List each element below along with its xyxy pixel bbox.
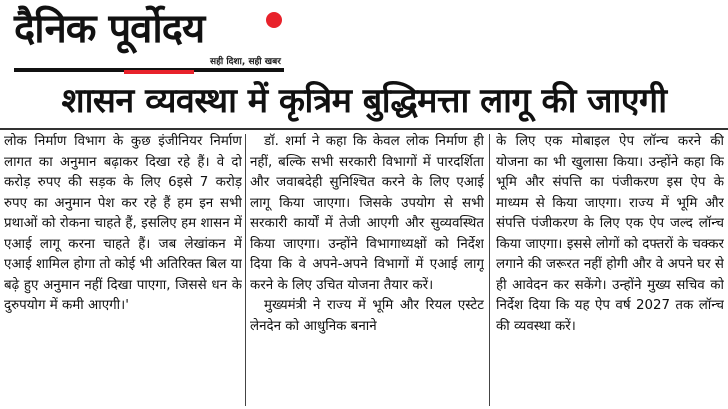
logo-red-dot — [266, 12, 282, 28]
column-3-paragraph-1: के लिए एक मोबाइल ऐप लॉन्च करने की योजना का भी खुलासा किया। उन्होंने कहा कि भूमि और संपत्ति का पंजीकरण इस ऐप के माध्यम से किया जाएगा। राज्य में भूमि और संपत्ति पंजीकरण के लिए एक ऐप जल्द लॉन्च किया जाएगा। इससे लोगों को दफ्तरों के चक्कर लगाने की जरूरत नहीं होगी और वे अपने घर से ही आवेदन कर सकेंगे। उन्होंने मुख्य सचिव को निर्देश दिया कि यह ऐप वर्ष 2027 तक लॉन्च की व्यवस्था करें। — [496, 134, 724, 334]
headline-divider — [0, 128, 728, 130]
article-column-3 — [496, 132, 724, 409]
newspaper-tagline: सही दिशा, सही खबर — [210, 57, 281, 67]
newspaper-logo: दैनिक पूर्वोदय — [14, 6, 205, 52]
column-divider-2 — [489, 134, 490, 406]
column-2-paragraph-1: डॉ. शर्मा ने कहा कि केवल लोक निर्माण ही नहीं, बल्कि सभी सरकारी विभागों में पारदर्शिता और जवाबदेही सुनिश्चित करने के लिए एआई लागू किया जाएगा। जिसके उपयोग से सभी सरकारी कार्यों में तेजी आएगी और सुव्यवस्थित किया जाएगा। उन्होंने विभागाध्यक्षों को निर्देश दिया कि वे अपने-अपने विभागों में एआई लागू करने के लिए उचित योजना तैयार करें। — [250, 134, 484, 293]
article-headline: शासन व्यवस्था में कृत्रिम बुद्धिमत्ता लागू की जाएगी — [61, 81, 667, 121]
column-2-paragraph-2: मुख्यमंत्री ने राज्य में भूमि और रियल एस्टेट लेनदेन को आधुनिक बनाने — [250, 298, 484, 334]
masthead — [14, 6, 284, 70]
article-column-1 — [4, 132, 242, 409]
column-divider-1 — [245, 134, 246, 406]
article-column-2 — [250, 132, 484, 409]
column-1-paragraph-1: लोक निर्माण विभाग के कुछ इंजीनियर निर्माण लागत का अनुमान बढ़ाकर दिखा रहे हैं। वे दो करोड़ रुपए की सड़क के लिए 6इसे 7 करोड़ रुपए का अनुमान पेश कर रहे हैं हम इन सभी प्रथाओं को रोकना चाहते हैं, इसलिए हम शासन में एआई लागू करना चाहते हैं। जब लेखांकन में एआई शामिल होगा तो कोई भी अतिरिक्त बिल या बढ़े हुए अनुमान नहीं दिखा पाएगा, जिससे धन के दुरुपयोग में कमी आएगी।' — [4, 134, 242, 313]
